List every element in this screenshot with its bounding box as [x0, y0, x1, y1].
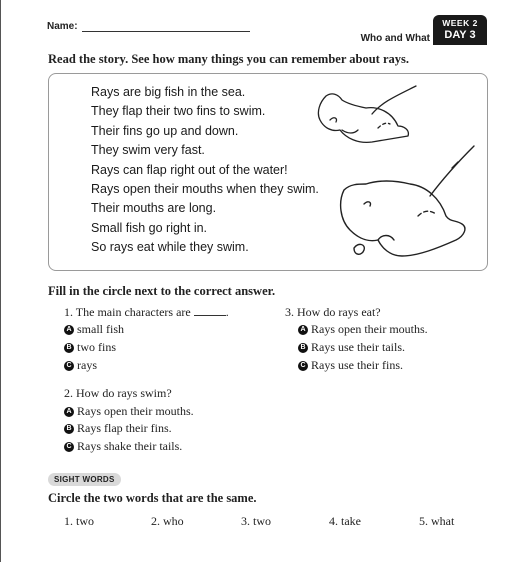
question-prompt: How do rays eat?: [297, 305, 381, 319]
sight-word-4[interactable]: 4. take: [329, 514, 361, 528]
option-text: Rays use their fins.: [311, 358, 403, 372]
question-1: [64, 305, 229, 320]
question-prompt: How do rays swim?: [76, 386, 172, 400]
answer-blank[interactable]: [194, 315, 226, 316]
option-text: Rays use their tails.: [311, 340, 405, 354]
option-1c[interactable]: [64, 358, 97, 373]
question-2: [64, 386, 172, 401]
sight-word-2[interactable]: 2. who: [151, 514, 184, 528]
sight-words-instruction: Circle the two words that are the same.: [48, 491, 257, 505]
option-text: rays: [77, 358, 97, 372]
story-line: They swim very fast.: [91, 143, 205, 158]
answer-bubble[interactable]: C: [298, 361, 308, 371]
question-suffix: .: [225, 305, 229, 319]
story-line: Rays open their mouths when they swim.: [91, 182, 319, 197]
option-text: Rays open their mouths.: [311, 322, 428, 336]
option-3c[interactable]: [298, 358, 403, 373]
question-prompt: The main characters are: [75, 305, 191, 319]
option-3b[interactable]: [298, 340, 405, 355]
question-number: 1.: [64, 305, 73, 319]
option-1b[interactable]: [64, 340, 116, 355]
sight-word-3[interactable]: 3. two: [241, 514, 271, 528]
option-text: two fins: [77, 340, 116, 354]
week-label: WEEK 2: [442, 18, 478, 28]
option-2b[interactable]: [64, 421, 172, 436]
story-line: So rays eat while they swim.: [91, 240, 249, 255]
question-number: 2.: [64, 386, 73, 400]
answer-bubble[interactable]: B: [298, 343, 308, 353]
option-2a[interactable]: [64, 404, 194, 419]
story-text: [91, 83, 319, 258]
answer-bubble[interactable]: A: [298, 325, 308, 335]
name-write-line[interactable]: [82, 31, 250, 32]
option-text: Rays shake their tails.: [77, 439, 183, 453]
option-3a[interactable]: [298, 322, 428, 337]
sight-word-1[interactable]: 1. two: [64, 514, 94, 528]
sight-word-5[interactable]: 5. what: [419, 514, 455, 528]
answer-bubble[interactable]: B: [64, 343, 74, 353]
question-3: [285, 305, 381, 320]
option-text: small fish: [77, 322, 124, 336]
story-line: Rays can flap right out of the water!: [91, 162, 288, 177]
section-title: Who and What: [360, 33, 430, 44]
option-text: Rays open their mouths.: [77, 404, 194, 418]
story-line: Their fins go up and down.: [91, 123, 239, 138]
stingray-large-icon: [334, 144, 479, 266]
name-label: Name:: [47, 21, 78, 32]
answer-bubble[interactable]: C: [64, 361, 74, 371]
option-text: Rays flap their fins.: [77, 421, 172, 435]
page-left-border: [0, 0, 1, 562]
story-line: Rays are big fish in the sea.: [91, 85, 246, 99]
story-line: Small fish go right in.: [91, 220, 208, 235]
story-line: Their mouths are long.: [91, 201, 217, 216]
sight-words-tag: SIGHT WORDS: [48, 473, 121, 486]
question-number: 3.: [285, 305, 294, 319]
week-day-badge: [433, 15, 487, 45]
story-instruction: Read the story. See how many things you can remember about rays.: [48, 52, 409, 66]
story-line: They flap their two fins to swim.: [91, 104, 266, 119]
answer-bubble[interactable]: B: [64, 424, 74, 434]
answer-bubble[interactable]: A: [64, 325, 74, 335]
quiz-instruction: Fill in the circle next to the correct answer.: [48, 284, 276, 298]
day-label: DAY 3: [444, 29, 476, 41]
answer-bubble[interactable]: A: [64, 407, 74, 417]
option-2c[interactable]: [64, 439, 182, 454]
answer-bubble[interactable]: C: [64, 442, 74, 452]
option-1a[interactable]: [64, 322, 124, 337]
